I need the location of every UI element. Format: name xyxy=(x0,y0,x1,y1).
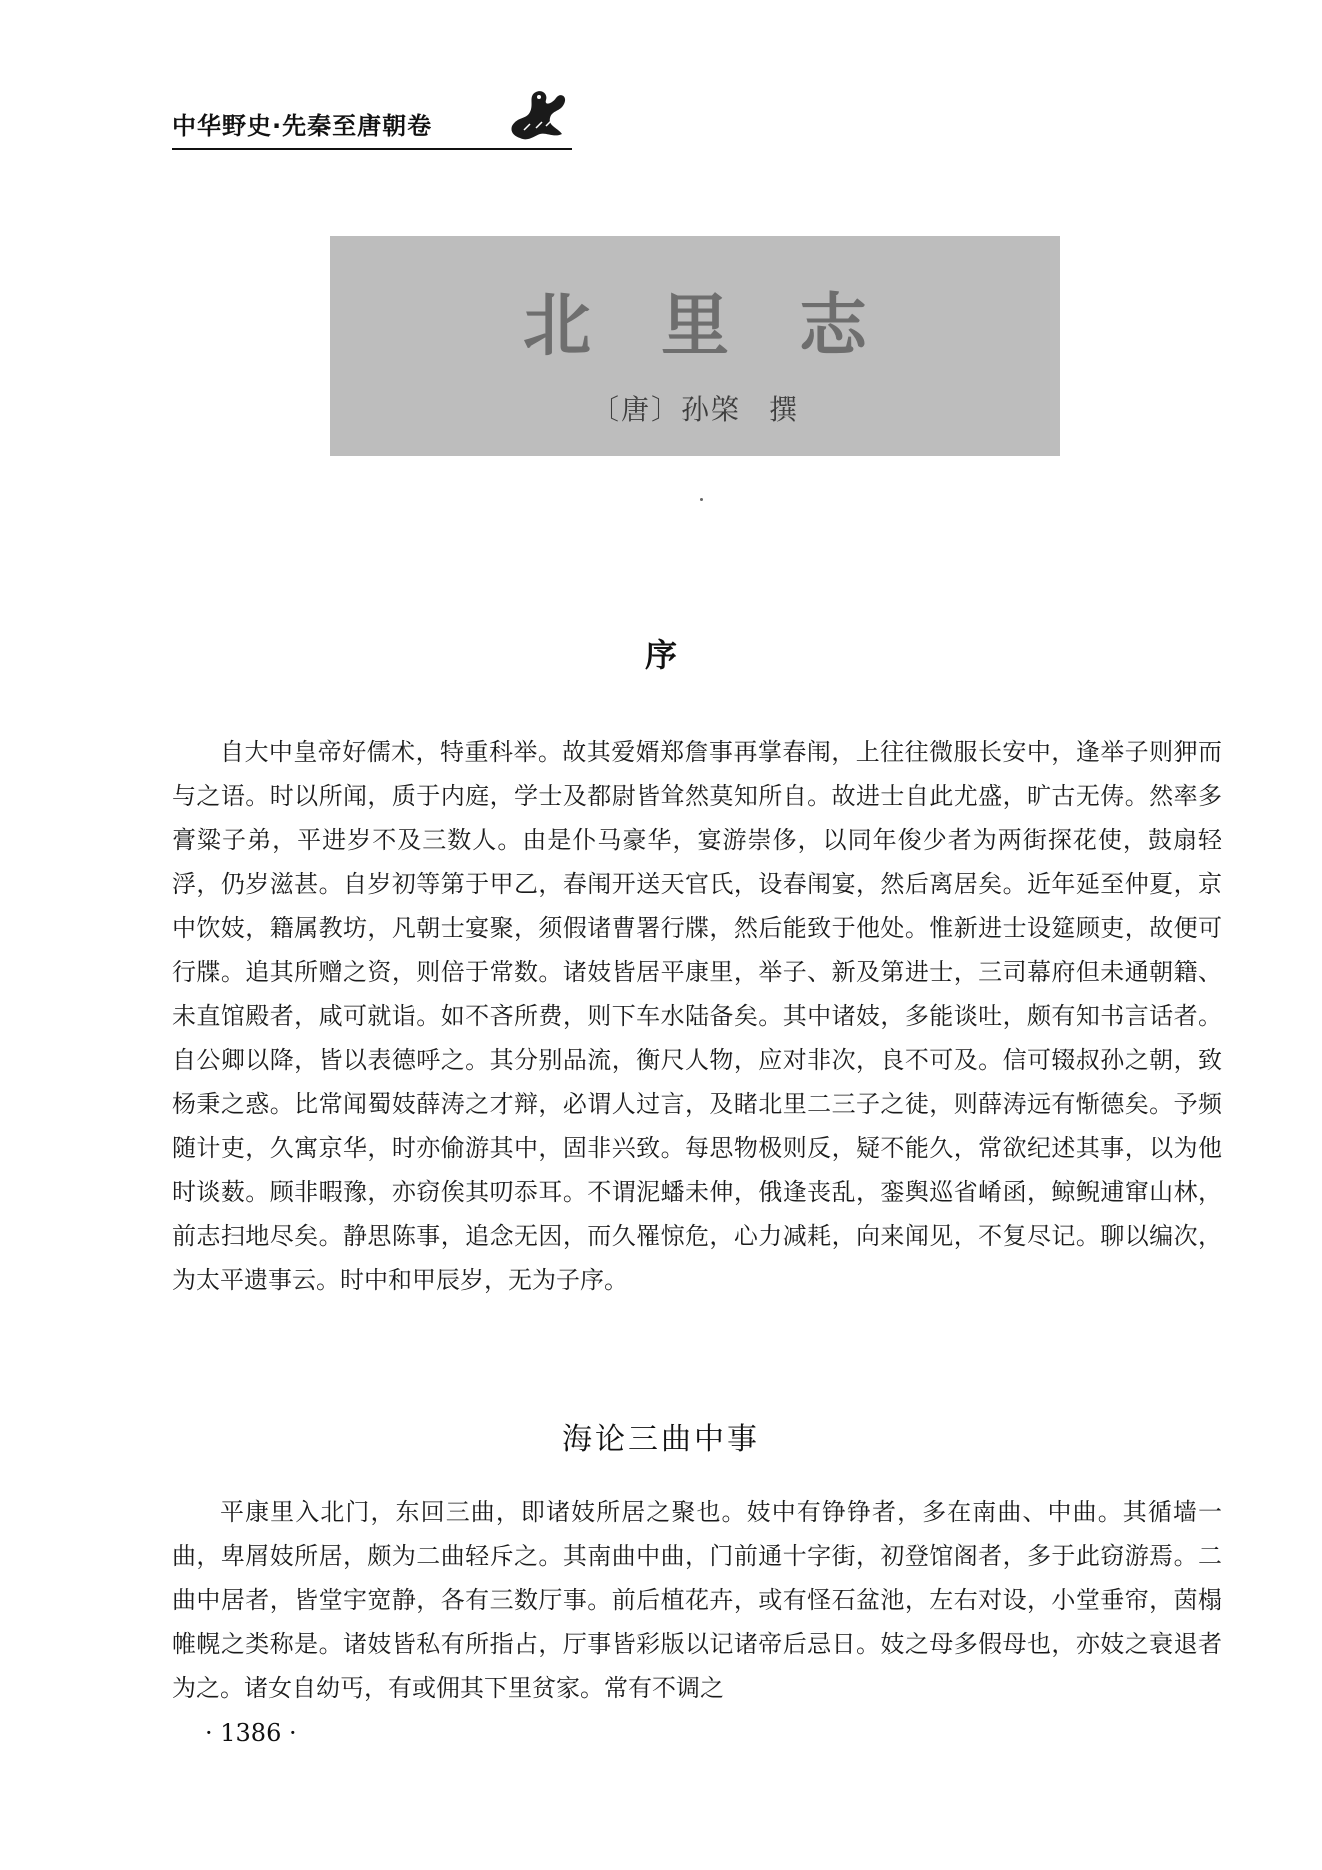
section-paragraph: 平康里入北门，东回三曲，即诸妓所居之聚也。妓中有铮铮者，多在南曲、中曲。其循墙一曲，卑屑妓所居，颇为二曲轻斥之。其南曲中曲，门前通十字街，初登馆阁者，多于此窃游焉。二曲中居者，皆堂宇宽静，各有三数厅事。前后植花卉，或有怪石盆池，左右对设，小堂垂帘，茵榻帷幌之类称是。诸妓皆私有所指占，厅事皆彩版以记诸帝后忌日。妓之母多假母也，亦妓之衰退者为之。诸女自幼丐，有或佣其下里贫家。常有不调之 xyxy=(172,1498,1222,1702)
page-number: · 1386 · xyxy=(205,1719,297,1747)
preface-paragraph: 自大中皇帝好儒术，特重科举。故其爱婿郑詹事再掌春闱，上往往微服长安中，逢举子则狎而与之语。时以所闻，质于内庭，学士及都尉皆耸然莫知所自。故进士自此尤盛，旷古无俦。然率多膏粱子弟，平进岁不及三数人。由是仆马豪华，宴游崇侈，以同年俊少者为两街探花使，鼓扇轻浮，仍岁滋甚。自岁初等第于甲乙，春闱开送天官氏，设春闱宴，然后离居矣。近年延至仲夏，京中饮妓，籍属教坊，凡朝士宴聚，须假诸曹署行牒，然后能致于他处。惟新进士设筵顾吏，故便可行牒。追其所赠之资，则倍于常数。诸妓皆居平康里，举子、新及第进士，三司幕府但未通朝籍、未直馆殿者，咸可就诣。如不吝所费，则下车水陆备矣。其中诸妓，多能谈吐，颇有知书言话者。自公卿以降，皆以表德呼之。其分别品流，衡尺人物，应对非次，良不可及。信可辍叔孙之朝，致杨秉之惑。比常闻蜀妓薛涛之才辩，必谓人过言，及睹北里二三子之徒，则薛涛远有惭德矣。予频随计吏，久寓京华，时亦偷游其中，固非兴致。每思物极则反，疑不能久，常欲纪述其事，以为他时谈薮。顾非暇豫，亦窃俟其叨忝耳。不谓泥蟠未伸，俄逢丧乱，銮舆巡省崤函，鲸鲵逋窜山林，前志扫地尽矣。静思陈事，追念无因，而久罹惊危，心力减耗，向来闻见，不复尽记。聊以编次，为太平遗事云。时中和甲辰岁，无为子序。 xyxy=(172,738,1222,1294)
author-role: 撰 xyxy=(769,393,800,426)
book-title: 北里志 xyxy=(522,287,937,366)
title-panel xyxy=(330,236,1060,456)
book-author xyxy=(330,388,1060,428)
preface-heading: 序 xyxy=(644,636,677,674)
speck xyxy=(700,498,703,501)
running-header-title: 中华野史·先秦至唐朝卷 xyxy=(172,112,433,140)
author-name: 〔唐〕孙棨 xyxy=(590,393,741,426)
dragon-emblem-icon xyxy=(506,86,572,142)
running-header-rule xyxy=(172,148,572,150)
section-heading: 海论三曲中事 xyxy=(562,1422,760,1457)
